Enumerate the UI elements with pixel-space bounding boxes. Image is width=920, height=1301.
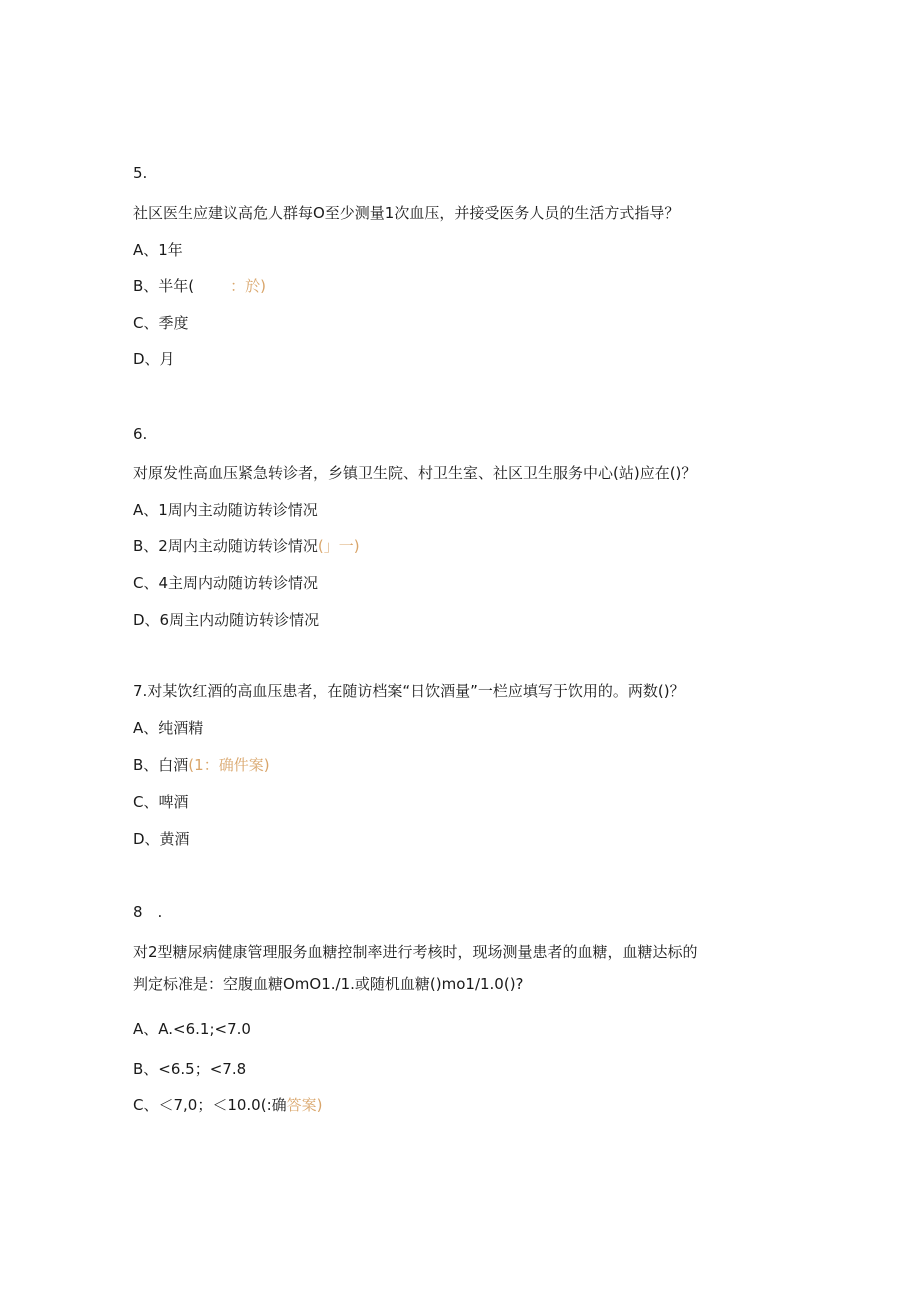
question-number: 6. bbox=[133, 425, 148, 443]
option-label: D、6周主内动随访转诊情况 bbox=[133, 611, 320, 629]
option-label: A、1周内主动随访转诊情况 bbox=[133, 501, 318, 519]
option-a bbox=[133, 240, 183, 260]
option-label: B、2周内主动随访转诊情况 bbox=[133, 537, 318, 555]
option-label: D、黄酒 bbox=[133, 830, 190, 848]
option-d bbox=[133, 829, 190, 849]
option-label: C、啤酒 bbox=[133, 793, 189, 811]
option-label: D、月 bbox=[133, 350, 175, 368]
option-b bbox=[133, 755, 270, 775]
option-label: B、白酒 bbox=[133, 756, 189, 774]
option-d bbox=[133, 610, 319, 630]
answer-hint: (」一) bbox=[317, 537, 360, 555]
option-c bbox=[133, 792, 188, 812]
question-header bbox=[133, 681, 685, 701]
question-number: 7 bbox=[133, 682, 143, 700]
option-label: C、＜7,0；＜10.0(:确 bbox=[133, 1096, 287, 1114]
question-number: 5. bbox=[133, 164, 148, 182]
option-label: A、A.<6.1;<7.0 bbox=[133, 1020, 251, 1038]
option-label: A、1年 bbox=[133, 241, 183, 259]
option-label: C、4主周内动随访转诊情况 bbox=[133, 574, 319, 592]
answer-hint: (1：确件案) bbox=[188, 756, 270, 774]
question-number: 8 . bbox=[133, 903, 163, 921]
option-d bbox=[133, 349, 175, 369]
option-a bbox=[133, 1019, 251, 1039]
option-b bbox=[133, 276, 266, 296]
option-b bbox=[133, 536, 360, 556]
answer-hint: 答案) bbox=[286, 1096, 323, 1114]
option-label: B、半年( bbox=[133, 277, 195, 295]
option-c bbox=[133, 573, 318, 593]
answer-hint: ：於) bbox=[230, 277, 267, 295]
option-label: B、<6.5；<7.8 bbox=[133, 1060, 247, 1078]
option-a bbox=[133, 500, 318, 520]
question-stem-line-2: 判定标准是：空腹血糖OmO1./1.或随机血糖()mo1∕1.0()? bbox=[133, 975, 524, 993]
question-stem: 社区医生应建议高危人群每O至少测量1次血压，并接受医务人员的生活方式指导？ bbox=[133, 204, 680, 222]
option-label: C、季度 bbox=[133, 314, 189, 332]
question-stem-line-1: 对2型糖尿病健康管理服务血糖控制率进行考核时，现场测量患者的血糖，血糖达标的 bbox=[133, 943, 698, 961]
option-label: A、纯酒精 bbox=[133, 719, 204, 737]
option-b bbox=[133, 1059, 246, 1079]
option-c bbox=[133, 313, 188, 333]
question-stem: 对原发性高血压紧急转诊者，乡镇卫生院、村卫生室、社区卫生服务中心(站)应在()？ bbox=[133, 464, 697, 482]
option-c bbox=[133, 1095, 323, 1115]
option-a bbox=[133, 718, 203, 738]
question-stem: .对某饮红酒的高血压患者，在随访档案“日饮酒量”一栏应填写于饮用的。两数()？ bbox=[142, 682, 685, 700]
